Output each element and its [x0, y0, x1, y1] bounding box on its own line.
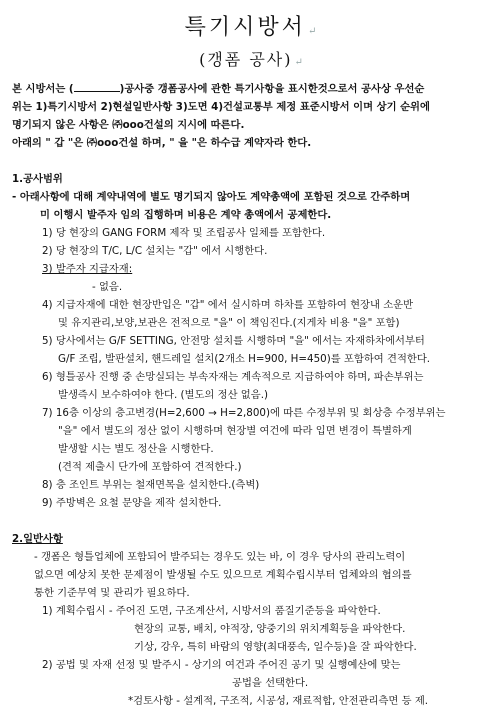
section-2-para-1: - 갱폼은 형틀업체에 포함되어 발주되는 경우도 있는 바, 이 경우 당사의 관리노력이 — [34, 551, 406, 563]
s1-item-7-line-3: 발생할 시는 별도 정산을 시행한다. — [58, 443, 214, 455]
s1-item-4-line-1: 4) 지급자재에 대한 현장반입은 "갑" 에서 실시하며 하차를 포함하여 현장내 소운반 — [42, 299, 414, 311]
s1-item-9: 9) 주방벽은 요철 문양을 제작 설치한다. — [42, 497, 222, 509]
document-subtitle: (갱폼 공사) ↵ — [199, 50, 305, 69]
intro-line-2: 위는 1)특기시방서 2)현설일반사항 3)도면 4)건설교통부 제정 표준시방서 이며 상기 순위에 — [12, 101, 430, 113]
s2-item-2-line-1: 2) 공법 및 자재 선정 및 발주시 - 상기의 여건과 주어진 공기 및 실행예산에 맞는 — [42, 659, 401, 671]
s1-item-3-sub: - 없음. — [92, 281, 123, 293]
s1-item-3: 3) 발주자 지급자재: — [42, 263, 133, 275]
blank-underline — [74, 82, 120, 92]
s1-item-8: 8) 층 조인트 부위는 철재면목을 설치한다.(측벽) — [42, 479, 260, 491]
s1-item-5-line-2: G/F 조립, 발판설치, 핸드레일 설치(2개소 H=900, H=450)를 포함하여 견적한다. — [58, 353, 431, 365]
s2-item-1-line-1: 1) 계획수립시 - 주어진 도면, 구조계산서, 시방서의 품질기준등을 파악한다. — [42, 605, 381, 617]
s2-item-1-line-2: 현장의 교통, 배치, 야적장, 양중기의 위치계획등을 파악한다. — [134, 623, 406, 635]
s1-item-7-line-4: (견적 제출시 단가에 포함하여 견적한다.) — [58, 461, 242, 473]
section-1-lead-1: - 아래사항에 대해 계약내역에 별도 명기되지 않아도 계약총액에 포함된 것으로 간주하며 — [12, 191, 411, 203]
section-1-heading: 1.공사범위 — [12, 173, 63, 185]
section-2-para-3: 통한 기준무역 및 관리가 필요하다. — [34, 587, 190, 599]
s1-item-7-line-2: "을" 에서 별도의 정산 없이 시행하며 현장별 여건에 따라 입면 변경이 특별하게 — [58, 425, 412, 437]
s1-item-1: 1) 당 현장의 GANG FORM 제작 및 조립공사 일체를 포함한다. — [42, 227, 326, 239]
s1-item-6-line-2: 발생즉시 보수하여야 한다. (별도의 정산 없음.) — [58, 389, 268, 401]
s1-item-2: 2) 당 현장의 T/C, L/C 설치는 "갑" 에서 시행한다. — [42, 245, 268, 257]
section-2-para-2: 없으면 예상치 못한 문제점이 발생될 수도 있으므로 계획수립시부터 업체와의 협의를 — [34, 569, 412, 581]
document-title: 특기시방서 ↵ — [184, 15, 320, 40]
section-2-heading: 2.일반사항 — [12, 533, 63, 545]
section-1-lead-2: 미 이행시 발주자 임의 집행하며 비용은 계약 총액에서 공제한다. — [40, 209, 332, 221]
s2-item-2-review: *검토사항 - 설계적, 구조적, 시공성, 재료적합, 안전관리측면 등 제. — [128, 695, 429, 707]
s1-item-6-line-1: 6) 형틀공사 진행 중 손망실되는 부속자재는 계속적으로 지급하여야 하며, 파손부위는 — [42, 371, 424, 383]
intro-line-4: 아래의 " 갑 "은 ㈜ooo건설 하며, " 을 "은 하수급 계약자라 한다. — [12, 137, 312, 149]
intro-line-1: 본 시방서는 ( )공사중 갱폼공사에 관한 특기사항을 표시한것으로서 공사상 우선순 — [12, 83, 425, 95]
s2-item-2-line-2: 공법을 선택한다. — [232, 677, 309, 689]
s2-item-1-line-3: 기상, 강우, 특히 바람의 영향(최대풍속, 일수등)을 잘 파악한다. — [134, 641, 417, 653]
s1-item-7-line-1: 7) 16층 이상의 층고변경(H=2,600 → H=2,800)에 따른 수정부위 및 회상층 수정부위는 — [42, 407, 446, 419]
intro-line-3: 명기되지 않은 사항은 ㈜ooo건설의 지시에 따른다. — [12, 119, 245, 131]
s1-item-5-line-1: 5) 당사에서는 G/F SETTING, 안전망 설치를 시행하며 "을" 에서는 자재하차에서부터 — [42, 335, 425, 347]
s1-item-4-line-2: 및 유지관리,보양,보관은 전적으로 "을" 이 책임진다.(지게차 비용 "을" 포함) — [58, 317, 400, 329]
